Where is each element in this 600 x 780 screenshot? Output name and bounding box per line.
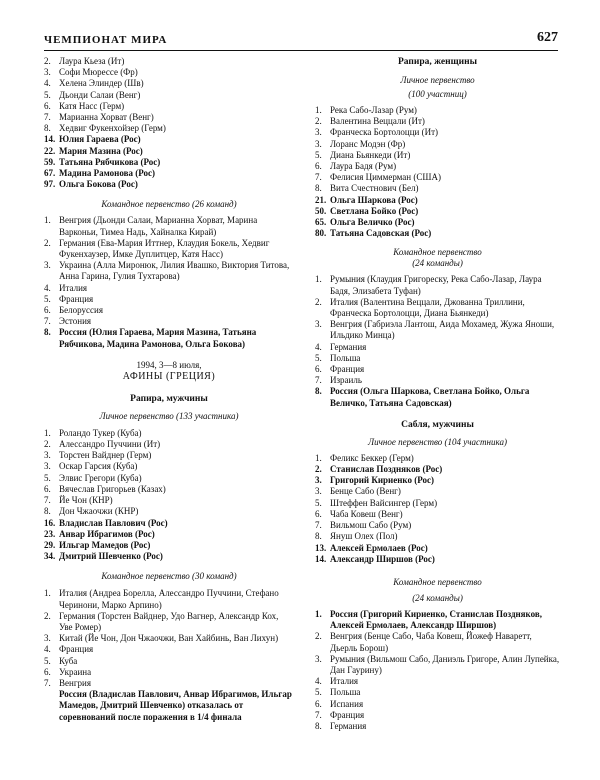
item-text: Роландо Тукер (Куба) xyxy=(59,427,142,438)
item-rank: 6. xyxy=(315,698,322,709)
item-rank: 8. xyxy=(315,386,322,397)
item-text: Александр Ширшов (Рос) xyxy=(330,553,435,564)
item-text: Куба xyxy=(59,655,78,666)
list-item xyxy=(315,297,560,319)
section-title: Сабля, мужчины xyxy=(401,419,474,430)
list-item xyxy=(315,710,560,721)
list-item xyxy=(44,112,294,123)
item-rank: 6. xyxy=(315,364,322,375)
item-rank: 4. xyxy=(315,676,322,687)
item-text: Испания xyxy=(330,698,364,709)
list-item xyxy=(44,260,294,282)
item-rank: 2. xyxy=(44,439,51,450)
item-text: Ольга Шаркова (Рос) xyxy=(330,194,418,205)
foil-men-team-results xyxy=(44,588,294,689)
list-item xyxy=(315,195,560,206)
item-rank: 8. xyxy=(44,327,51,338)
list-item xyxy=(44,316,294,327)
list-item xyxy=(44,439,294,450)
item-rank: 2. xyxy=(44,610,51,621)
list-item xyxy=(315,676,560,687)
item-text: Италия xyxy=(59,282,88,293)
item-text: Бенце Сабо (Венг) xyxy=(330,486,401,497)
item-text: Германия (Ева-Мария Иттнер, Клаудия Бокель, Хедвиг Фукенхаузер, Имке Дуплитцер, Катя Насс) xyxy=(59,237,270,260)
item-text: Анвар Ибрагимов (Рос) xyxy=(59,528,155,539)
item-text: Венгрия (Дьонди Салаи, Марианна Хорват, Марина Варконьи, Тимеа Надь, Хайналка Кирай) xyxy=(59,215,258,237)
team-caption: Командное первенство (30 команд) xyxy=(101,571,237,582)
item-text: Вячеслав Григорьев (Казах) xyxy=(59,483,166,494)
list-item xyxy=(315,139,560,150)
item-text: Катя Насс (Герм) xyxy=(59,100,125,111)
item-text: Владислав Павлович (Рос) xyxy=(59,517,168,528)
list-item xyxy=(44,678,294,689)
item-rank: 2. xyxy=(315,296,322,307)
item-rank: 7. xyxy=(44,495,51,506)
item-text: Ольга Бокова (Рос) xyxy=(59,179,138,190)
list-item xyxy=(315,631,560,653)
item-text: Оскар Гарсия (Куба) xyxy=(59,461,138,472)
item-text: Франция xyxy=(330,709,365,720)
item-text: Чаба Ковеш (Венг) xyxy=(330,508,403,519)
item-rank: 3. xyxy=(315,127,322,138)
list-item xyxy=(315,150,560,161)
item-rank: 3. xyxy=(44,260,51,271)
item-text: Румыния (Вильмош Сабо, Даниэль Григоре, Алин Лупейка, Дан Гаурину) xyxy=(330,653,560,675)
item-rank: 2. xyxy=(44,56,51,66)
team-note: Россия (Владислав Павлович, Анвар Ибрагимов, Ильгар Мамедов, Дмитрий Шевченко) отказалась от соревнований после поражения в 1/4 финала xyxy=(59,689,292,722)
list-item xyxy=(315,161,560,172)
item-text: Татьяна Садовская (Рос) xyxy=(330,228,432,239)
item-text: Йе Чон (КНР) xyxy=(59,495,113,506)
item-rank: 1. xyxy=(315,274,322,285)
item-text: Франция xyxy=(59,644,94,655)
list-item xyxy=(44,238,294,260)
item-rank: 29. xyxy=(44,539,56,550)
list-item xyxy=(44,215,294,237)
item-text: Италия xyxy=(330,676,359,687)
list-item xyxy=(315,475,560,486)
list-item xyxy=(44,327,294,349)
item-rank: 1. xyxy=(44,427,51,438)
list-item xyxy=(315,183,560,194)
list-item xyxy=(44,633,294,644)
item-rank: 1. xyxy=(315,105,322,115)
item-rank: 7. xyxy=(44,677,51,688)
item-rank: 2. xyxy=(315,464,322,475)
header-rule xyxy=(44,50,558,51)
item-rank: 59. xyxy=(44,156,56,167)
item-rank: 80. xyxy=(315,228,327,239)
list-item xyxy=(44,506,294,517)
foil-women-results-continued xyxy=(44,56,294,190)
item-rank: 7. xyxy=(315,375,322,386)
item-rank: 6. xyxy=(44,666,51,677)
item-rank: 3. xyxy=(315,475,322,486)
item-text: Россия (Ольга Шаркова, Светлана Бойко, Ольга Величко, Татьяна Садовская) xyxy=(330,386,530,408)
right-column xyxy=(315,56,560,732)
item-text: Григорий Кириенко (Рос) xyxy=(330,475,435,486)
item-rank: 5. xyxy=(44,655,51,666)
list-item xyxy=(315,342,560,353)
list-item xyxy=(315,531,560,542)
item-rank: 5. xyxy=(44,293,51,304)
list-item xyxy=(44,644,294,655)
item-text: Венгрия (Габриэла Лантош, Аида Мохамед, Жужа Яноши, Ильдико Минца) xyxy=(330,319,555,341)
item-text: Китай (Йе Чон, Дон Чжаочжи, Ван Хайбинь, Ван Лихун) xyxy=(59,633,279,644)
list-item xyxy=(315,375,560,386)
item-text: Вита Счестнович (Бел) xyxy=(330,183,419,194)
list-item xyxy=(44,157,294,168)
item-text: Светлана Бойко (Рос) xyxy=(330,205,419,216)
item-rank: 14. xyxy=(44,134,56,145)
item-rank: 2. xyxy=(315,631,322,642)
individual-caption: Личное первенство xyxy=(400,75,475,85)
item-rank: 8. xyxy=(315,183,322,194)
left-column xyxy=(44,56,294,723)
item-rank: 1. xyxy=(44,588,51,599)
list-item xyxy=(44,56,294,67)
item-text: Германия xyxy=(330,720,367,731)
item-rank: 6. xyxy=(315,161,322,172)
item-rank: 3. xyxy=(44,461,51,472)
item-text: Польша xyxy=(330,352,361,363)
item-rank: 2. xyxy=(44,237,51,248)
item-rank: 5. xyxy=(315,352,322,363)
list-item xyxy=(315,498,560,509)
list-item xyxy=(315,520,560,531)
list-item xyxy=(44,305,294,316)
sabre-individual-results xyxy=(315,453,560,565)
list-item xyxy=(315,609,560,631)
list-item xyxy=(315,687,560,698)
item-rank: 3. xyxy=(315,319,322,330)
item-rank: 6. xyxy=(44,483,51,494)
item-text: Россия (Юлия Гараева, Мария Мазина, Татьяна Рябчикова, Мадина Рамонова, Ольга Бокова) xyxy=(59,327,257,349)
list-item xyxy=(315,543,560,554)
item-rank: 7. xyxy=(44,316,51,327)
list-item xyxy=(44,495,294,506)
foil-women-team-results xyxy=(315,274,560,408)
item-rank: 5. xyxy=(315,687,322,698)
item-rank: 3. xyxy=(44,633,51,644)
list-item xyxy=(315,116,560,127)
individual-caption: Личное первенство (104 участника) xyxy=(368,436,507,447)
item-rank: 7. xyxy=(315,709,322,720)
item-rank: 7. xyxy=(44,112,51,123)
item-text: Татьяна Рябчикова (Рос) xyxy=(59,156,161,167)
list-item xyxy=(44,473,294,484)
item-rank: 16. xyxy=(44,517,56,528)
list-item xyxy=(44,518,294,529)
list-item xyxy=(44,551,294,562)
item-rank: 3. xyxy=(44,450,51,461)
item-text: Россия (Григорий Кириенко, Станислав Поздняков, Алексей Ермолаев, Александр Ширшов) xyxy=(330,608,543,631)
list-item xyxy=(44,656,294,667)
list-item xyxy=(44,588,294,610)
item-rank: 14. xyxy=(315,553,327,564)
event-date: 1994, 3—8 июля, xyxy=(136,359,202,370)
item-rank: 67. xyxy=(44,168,56,179)
item-text: Валентина Веццали (Ит) xyxy=(330,116,425,127)
item-text: Румыния (Клаудия Григореску, Река Сабо-Лазар, Лаура Бадя, Элизабета Туфан) xyxy=(330,274,542,296)
item-rank: 4. xyxy=(315,341,322,352)
item-rank: 2. xyxy=(315,116,322,127)
list-item xyxy=(44,179,294,190)
item-rank: 5. xyxy=(44,472,51,483)
item-rank: 22. xyxy=(44,145,56,156)
foil-women-individual-results xyxy=(315,105,560,239)
list-item xyxy=(315,464,560,475)
item-rank: 7. xyxy=(315,520,322,531)
item-text: Марианна Хорват (Венг) xyxy=(59,112,154,123)
item-text: Диана Бьянкеди (Ит) xyxy=(330,149,411,160)
list-item xyxy=(315,105,560,116)
list-item xyxy=(44,540,294,551)
item-rank: 50. xyxy=(315,205,327,216)
section-title: Рапира, мужчины xyxy=(130,393,208,404)
chapter-title: ЧЕМПИОНАТ МИРА xyxy=(44,34,168,46)
item-text: Элвис Грегори (Куба) xyxy=(59,472,142,483)
item-text: Израиль xyxy=(330,375,362,386)
list-item xyxy=(315,721,560,732)
list-item xyxy=(44,78,294,89)
item-rank: 1. xyxy=(315,452,322,463)
list-item xyxy=(315,453,560,464)
list-item xyxy=(315,699,560,710)
list-item xyxy=(44,90,294,101)
item-rank: 97. xyxy=(44,179,56,190)
item-rank: 8. xyxy=(315,720,322,731)
item-rank: 21. xyxy=(315,194,327,205)
item-rank: 4. xyxy=(44,78,51,89)
list-item xyxy=(44,283,294,294)
list-item xyxy=(315,554,560,565)
item-text: Юлия Гараева (Рос) xyxy=(59,134,141,145)
item-rank: 65. xyxy=(315,217,327,228)
foil-men-individual-results xyxy=(44,428,294,562)
teams-count-caption: (24 команды) xyxy=(412,592,463,603)
item-text: Мадина Рамонова (Рос) xyxy=(59,168,156,179)
item-text: Франческа Бортолоцци (Ит) xyxy=(330,127,439,138)
item-text: Украина (Алла Миронюк, Лилия Ивашко, Виктория Титова, Анна Гарина, Гулия Тухтарова) xyxy=(59,260,290,282)
item-text: Германия xyxy=(330,341,367,352)
list-item xyxy=(315,127,560,138)
item-rank: 6. xyxy=(44,100,51,111)
list-item xyxy=(315,172,560,183)
foil-women-team-results xyxy=(44,215,294,349)
list-item xyxy=(315,486,560,497)
participants-caption: (100 участниц) xyxy=(408,89,467,99)
item-text: Франция xyxy=(59,293,94,304)
list-item xyxy=(44,461,294,472)
list-item xyxy=(44,168,294,179)
item-rank: 4. xyxy=(44,644,51,655)
list-item xyxy=(44,67,294,78)
list-item xyxy=(315,654,560,676)
item-rank: 5. xyxy=(315,497,322,508)
item-rank: 3. xyxy=(315,486,322,497)
item-rank: 5. xyxy=(315,149,322,160)
list-item xyxy=(315,509,560,520)
list-item xyxy=(315,206,560,217)
page-number: 627 xyxy=(537,30,558,45)
item-rank: 3. xyxy=(44,67,51,78)
item-text: Фелисия Циммерман (США) xyxy=(330,172,441,183)
item-text: Эстония xyxy=(59,316,92,327)
list-item xyxy=(315,217,560,228)
item-text: Лаура Кьеза (Ит) xyxy=(59,56,125,66)
item-rank: 6. xyxy=(44,305,51,316)
item-text: Дьонди Салаи (Венг) xyxy=(59,89,141,100)
item-rank: 3. xyxy=(315,138,322,149)
list-item xyxy=(44,611,294,633)
list-item xyxy=(44,667,294,678)
list-item xyxy=(315,353,560,364)
item-text: Хелена Элиндер (Шв) xyxy=(59,78,144,89)
list-item xyxy=(315,386,560,408)
item-rank: 6. xyxy=(315,508,322,519)
item-text: Польша xyxy=(330,687,361,698)
list-item xyxy=(315,364,560,375)
item-text: Ольга Величко (Рос) xyxy=(330,217,415,228)
item-text: Хедвиг Фукенхойзер (Герм) xyxy=(59,123,166,134)
item-rank: 34. xyxy=(44,551,56,562)
item-text: Алексей Ермолаев (Рос) xyxy=(330,542,428,553)
list-item xyxy=(315,319,560,341)
item-text: Италия (Валентина Веццали, Джованна Триллини, Франческа Бортолоцци, Диана Бьянкеди) xyxy=(330,296,525,319)
item-text: Софи Мюрессе (Фр) xyxy=(59,67,138,78)
event-city: АФИНЫ (ГРЕЦИЯ) xyxy=(122,370,216,382)
item-text: Франция xyxy=(330,364,365,375)
teams-count-caption: (24 команды) xyxy=(412,258,463,269)
item-text: Река Сабо-Лазар (Рум) xyxy=(330,105,417,115)
running-head xyxy=(44,30,558,50)
list-item xyxy=(44,428,294,439)
item-text: Лаура Бадя (Рум) xyxy=(330,161,397,172)
individual-caption: Личное первенство (133 участника) xyxy=(99,410,239,421)
sabre-team-results xyxy=(315,609,560,732)
item-text: Украина xyxy=(59,666,92,677)
item-text: Лоранс Модэн (Фр) xyxy=(330,138,406,149)
item-text: Дон Чжаочжи (КНР) xyxy=(59,506,139,517)
item-text: Станислав Поздняков (Рос) xyxy=(330,464,443,475)
team-caption: Командное первенство xyxy=(393,247,482,258)
section-title: Рапира, женщины xyxy=(398,57,477,67)
item-text: Торстен Вайднер (Герм) xyxy=(59,450,152,461)
team-caption: Командное первенство xyxy=(393,576,482,587)
list-item xyxy=(44,134,294,145)
list-item xyxy=(44,101,294,112)
item-rank: 1. xyxy=(44,215,51,226)
item-text: Венгрия xyxy=(59,677,91,688)
list-item xyxy=(44,484,294,495)
item-text: Венгрия (Бенце Сабо, Чаба Ковеш, Йожеф Наваретт, Дьерль Борош) xyxy=(330,631,532,653)
item-text: Вильмош Сабо (Рум) xyxy=(330,520,412,531)
item-rank: 3. xyxy=(315,653,322,664)
item-text: Белоруссия xyxy=(59,305,103,316)
item-rank: 7. xyxy=(315,172,322,183)
item-rank: 13. xyxy=(315,542,327,553)
list-item xyxy=(44,529,294,540)
item-rank: 23. xyxy=(44,528,56,539)
item-text: Ильгар Мамедов (Рос) xyxy=(59,539,151,550)
item-text: Дмитрий Шевченко (Рос) xyxy=(59,551,163,562)
item-text: Мария Мазина (Рос) xyxy=(59,145,143,156)
list-item xyxy=(44,146,294,157)
list-item xyxy=(315,228,560,239)
item-text: Италия (Андреа Борелла, Алессандро Пуччини, Стефано Черинони, Марко Арпино) xyxy=(59,588,279,610)
item-text: Януш Олех (Пол) xyxy=(330,531,398,542)
item-rank: 8. xyxy=(44,506,51,517)
item-rank: 1. xyxy=(315,608,322,619)
item-rank: 5. xyxy=(44,89,51,100)
list-item xyxy=(44,123,294,134)
item-text: Алессандро Пуччини (Ит) xyxy=(59,439,161,450)
item-text: Германия (Торстен Вайднер, Удо Вагнер, Александр Кох, Уве Ромер) xyxy=(59,610,279,632)
item-text: Штеффен Вайсингер (Герм) xyxy=(330,497,438,508)
team-caption: Командное первенство (26 команд) xyxy=(101,199,237,210)
item-rank: 4. xyxy=(44,282,51,293)
item-rank: 8. xyxy=(44,123,51,134)
item-text: Феликс Беккер (Герм) xyxy=(330,452,414,463)
list-item xyxy=(44,450,294,461)
list-item xyxy=(44,294,294,305)
list-item xyxy=(315,274,560,296)
item-rank: 8. xyxy=(315,531,322,542)
